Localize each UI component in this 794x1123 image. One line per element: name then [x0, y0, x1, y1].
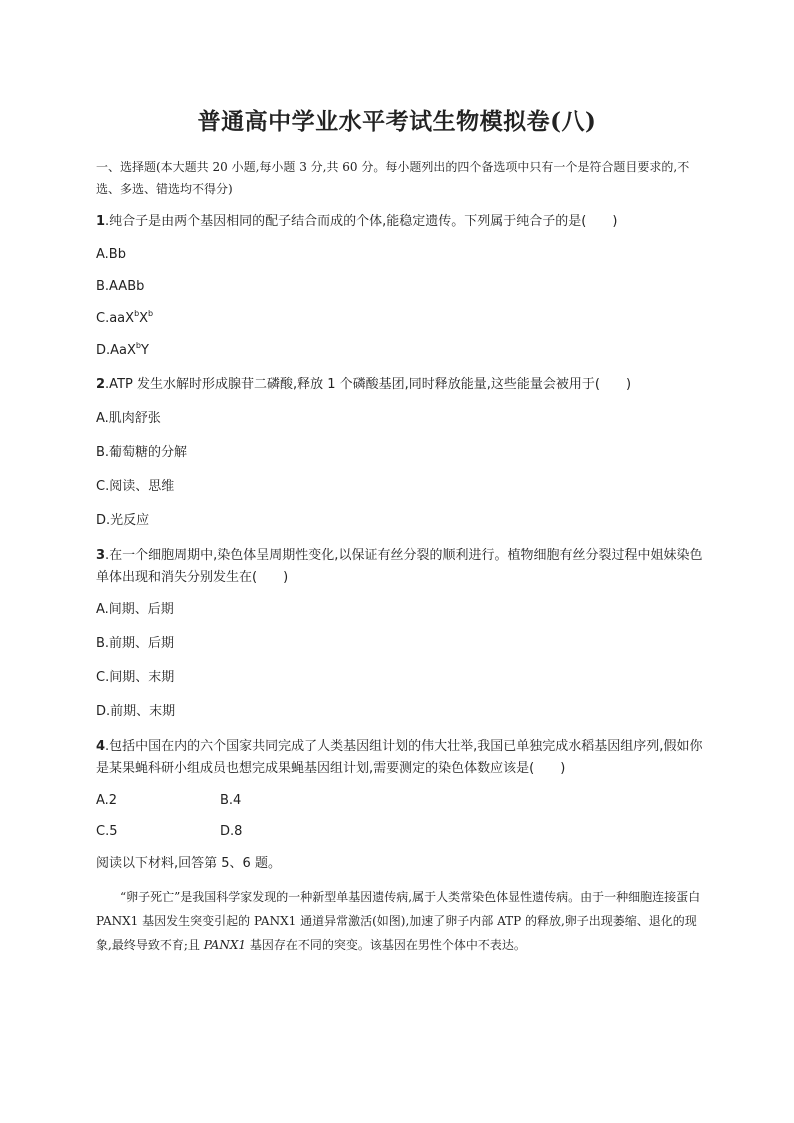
q1-option-c-text-mid: X	[139, 311, 149, 326]
superscript: b	[134, 309, 140, 318]
question-3	[96, 545, 706, 589]
page-title: 普通高中学业水平考试生物模拟卷(八)	[197, 108, 597, 135]
q2-option-d: D.光反应	[96, 513, 150, 528]
q1-option-d-text-end: Y	[141, 343, 149, 358]
q3-option-c: C.间期、末期	[96, 670, 175, 685]
q3-option-d: D.前期、末期	[96, 704, 176, 719]
question-text: .纯合子是由两个基因相同的配子结合而成的个体,能稳定遗传。下列属于纯合子的是( )	[105, 214, 618, 229]
question-1	[96, 211, 706, 233]
q1-option-b: B.AABb	[96, 279, 145, 294]
q4-option-b: B.4	[220, 793, 242, 808]
q4-option-a: A.2	[96, 793, 118, 808]
question-text: .在一个细胞周期中,染色体呈周期性变化,以保证有丝分裂的顺利进行。植物细胞有丝分裂过程中姐妹染色单体出现和消失分别发生在( )	[96, 548, 703, 585]
q2-option-a: A.肌肉舒张	[96, 411, 161, 426]
reading-intro: 阅读以下材料,回答第 5、6 题。	[96, 856, 281, 871]
question-number: 3	[96, 548, 106, 563]
q1-option-c-text: C.aaX	[96, 311, 135, 326]
question-2	[96, 374, 706, 396]
question-number: 4	[96, 739, 106, 754]
q2-option-b: B.葡萄糖的分解	[96, 445, 188, 460]
superscript: b	[148, 309, 154, 318]
question-4	[96, 736, 706, 780]
q3-option-a: A.间期、后期	[96, 602, 174, 617]
gene-name: PANX1	[203, 938, 247, 952]
material-text-end: 基因存在不同的突变。该基因在男性个体中不表达。	[246, 938, 526, 952]
question-text: .ATP 发生水解时形成腺苷二磷酸,释放 1 个磷酸基团,同时释放能量,这些能量会被用于( )	[105, 377, 632, 392]
question-text: .包括中国在内的六个国家共同完成了人类基因组计划的伟大壮举,我国已单独完成水稻基因组序列,假如你是某果蝇科研小组成员也想完成果蝇基因组计划,需要测定的染色体数应该是( )	[96, 739, 703, 776]
superscript: b	[135, 341, 141, 350]
q1-option-c	[96, 309, 153, 329]
question-number: 2	[96, 377, 106, 392]
q1-option-a: A.Bb	[96, 247, 126, 262]
q1-option-d-text: D.AaX	[96, 343, 136, 358]
q2-option-c: C.阅读、思维	[96, 479, 175, 494]
section-header: 一、选择题(本大题共 20 小题,每小题 3 分,共 60 分。每小题列出的四个备选项中只有一个是符合题目要求的,不选、多选、错选均不得分)	[96, 160, 690, 196]
q4-option-d: D.8	[220, 824, 243, 839]
reading-material	[96, 885, 702, 957]
material-text: “卵子死亡”是我国科学家发现的一种新型单基因遗传病,属于人类常染色体显性遗传病。由于一种细胞连接蛋白 PANX1 基因发生突变引起的 PANX1 通道异常激活(如图),加速了卵子内部 ATP 的释放,卵子出现萎缩、退化的现象,最终导致不育;且	[96, 890, 701, 952]
q3-option-b: B.前期、后期	[96, 636, 175, 651]
question-number: 1	[96, 214, 106, 229]
q1-option-d	[96, 341, 149, 361]
q4-option-c: C.5	[96, 824, 118, 839]
